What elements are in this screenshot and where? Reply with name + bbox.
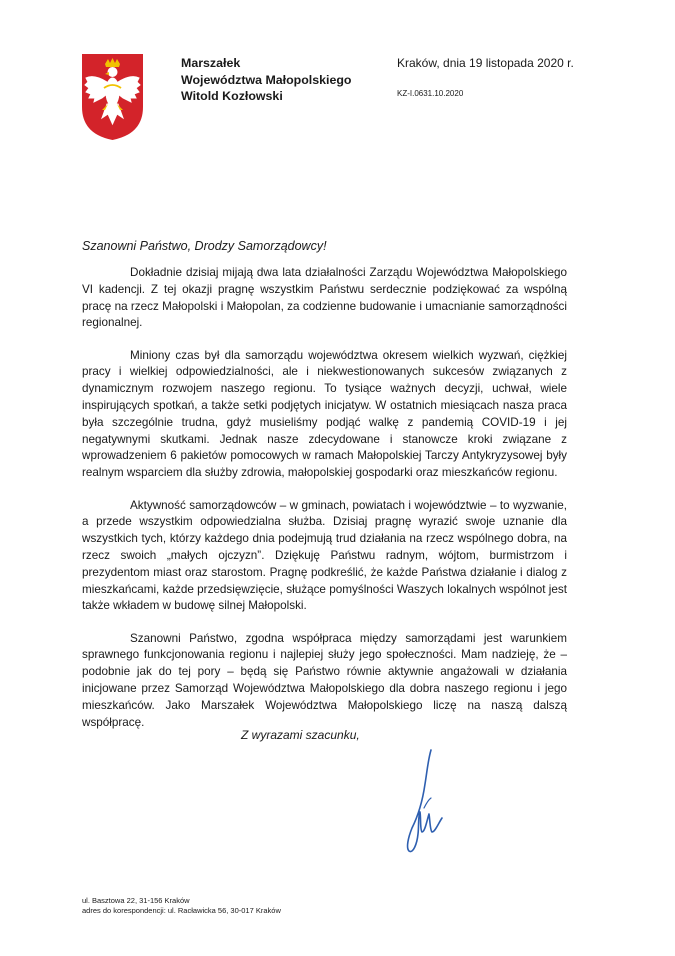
paragraph-2: Miniony czas był dla samorządu województwa okresem wielkich wyzwań, ciężkiej pracy i wielkiej odpowiedzialności, ale i niekwestionowanych sukcesów związanych z dynamicznym rozwojem naszego regionu. To tysiące ważnych decyzji, uchwał, wiele inspirujących spotkań, a także setki podjętych inicjatyw. W ostatnich miesiącach nasza praca była szczególnie trudna, gdyż musieliśmy podjąć walkę z pandemią COVID-19 i jej negatywnymi skutkami. Jednak nasze zdecydowane i stanowcze kroki związane z wprowadzeniem 6 pakietów pomocowych w ramach Małopolskiej Tarczy Antykryzysowej były realnym wsparciem dla służby zdrowia, małopolskiej gospodarki oraz mieszkańców regionu. (82, 348, 567, 480)
paragraph-1: Dokładnie dzisiaj mijają dwa lata działalności Zarządu Województwa Małopolskiego VI kadencji. Z tej okazji pragnę wszystkim Państwu serdecznie podziękować za wspólną pracę na rzecz Małopolski i Małopolan, za codzienne budowanie i umacnianie samorządności regionalnej. (82, 266, 567, 330)
closing: Z wyrazami szacunku, (241, 728, 360, 742)
malopolska-coat-of-arms-icon (80, 52, 145, 142)
salutation: Szanowni Państwo, Drodzy Samorządowcy! (82, 239, 327, 253)
sender-title: Marszałek (181, 56, 241, 70)
sender-office: Województwa Małopolskiego (181, 72, 352, 87)
paragraph-3: Aktywność samorządowców – w gminach, powiatach i województwie – to wyzwanie, a przede wszystkim odpowiedzialna służba. Dzisiaj pragnę wyrazić swoje uznanie dla wszystkich tych, którzy każdego dnia podejmują trud działania na rzecz wspólnego dobra, na rzecz swoich „małych ojczyzn”. Dziękuję Państwu radnym, wójtom, burmistrzom i prezydentom miast oraz starostom. Pragnę podkreślić, że każde Państwa działanie i dialog z mieszkańcami, każde przedsięwzięcie, służące pomyślności Waszych lokalnych wspólnot jest także wkładem w budowę silnej Małopolski. (82, 498, 567, 613)
footer (82, 896, 281, 916)
footer-address: ul. Basztowa 22, 31-156 Kraków (82, 896, 190, 905)
footer-correspondence-address: adres do korespondencji: ul. Racławicka 56, 30-017 Kraków (82, 906, 281, 915)
letter-body (82, 265, 567, 747)
sender-name: Witold Kozłowski (181, 89, 283, 103)
letter-date: Kraków, dnia 19 listopada 2020 r. (397, 56, 574, 70)
handwritten-signature (398, 748, 444, 856)
sender-block (181, 55, 352, 105)
reference-number: KZ-I.0631.10.2020 (397, 89, 464, 98)
paragraph-4: Szanowni Państwo, zgodna współpraca między samorządami jest warunkiem sprawnego funkcjonowania regionu i najlepiej służy jego społeczności. Mam nadzieję, że – podobnie jak do tej pory – będą się Państwo równie aktywnie angażowali w działania inicjowane przez Samorząd Województwa Małopolskiego dla dobra naszego regionu i jego mieszkańców. Jako Marszałek Województwa Małopolskiego liczę na naszą dalszą współpracę. (82, 631, 567, 729)
